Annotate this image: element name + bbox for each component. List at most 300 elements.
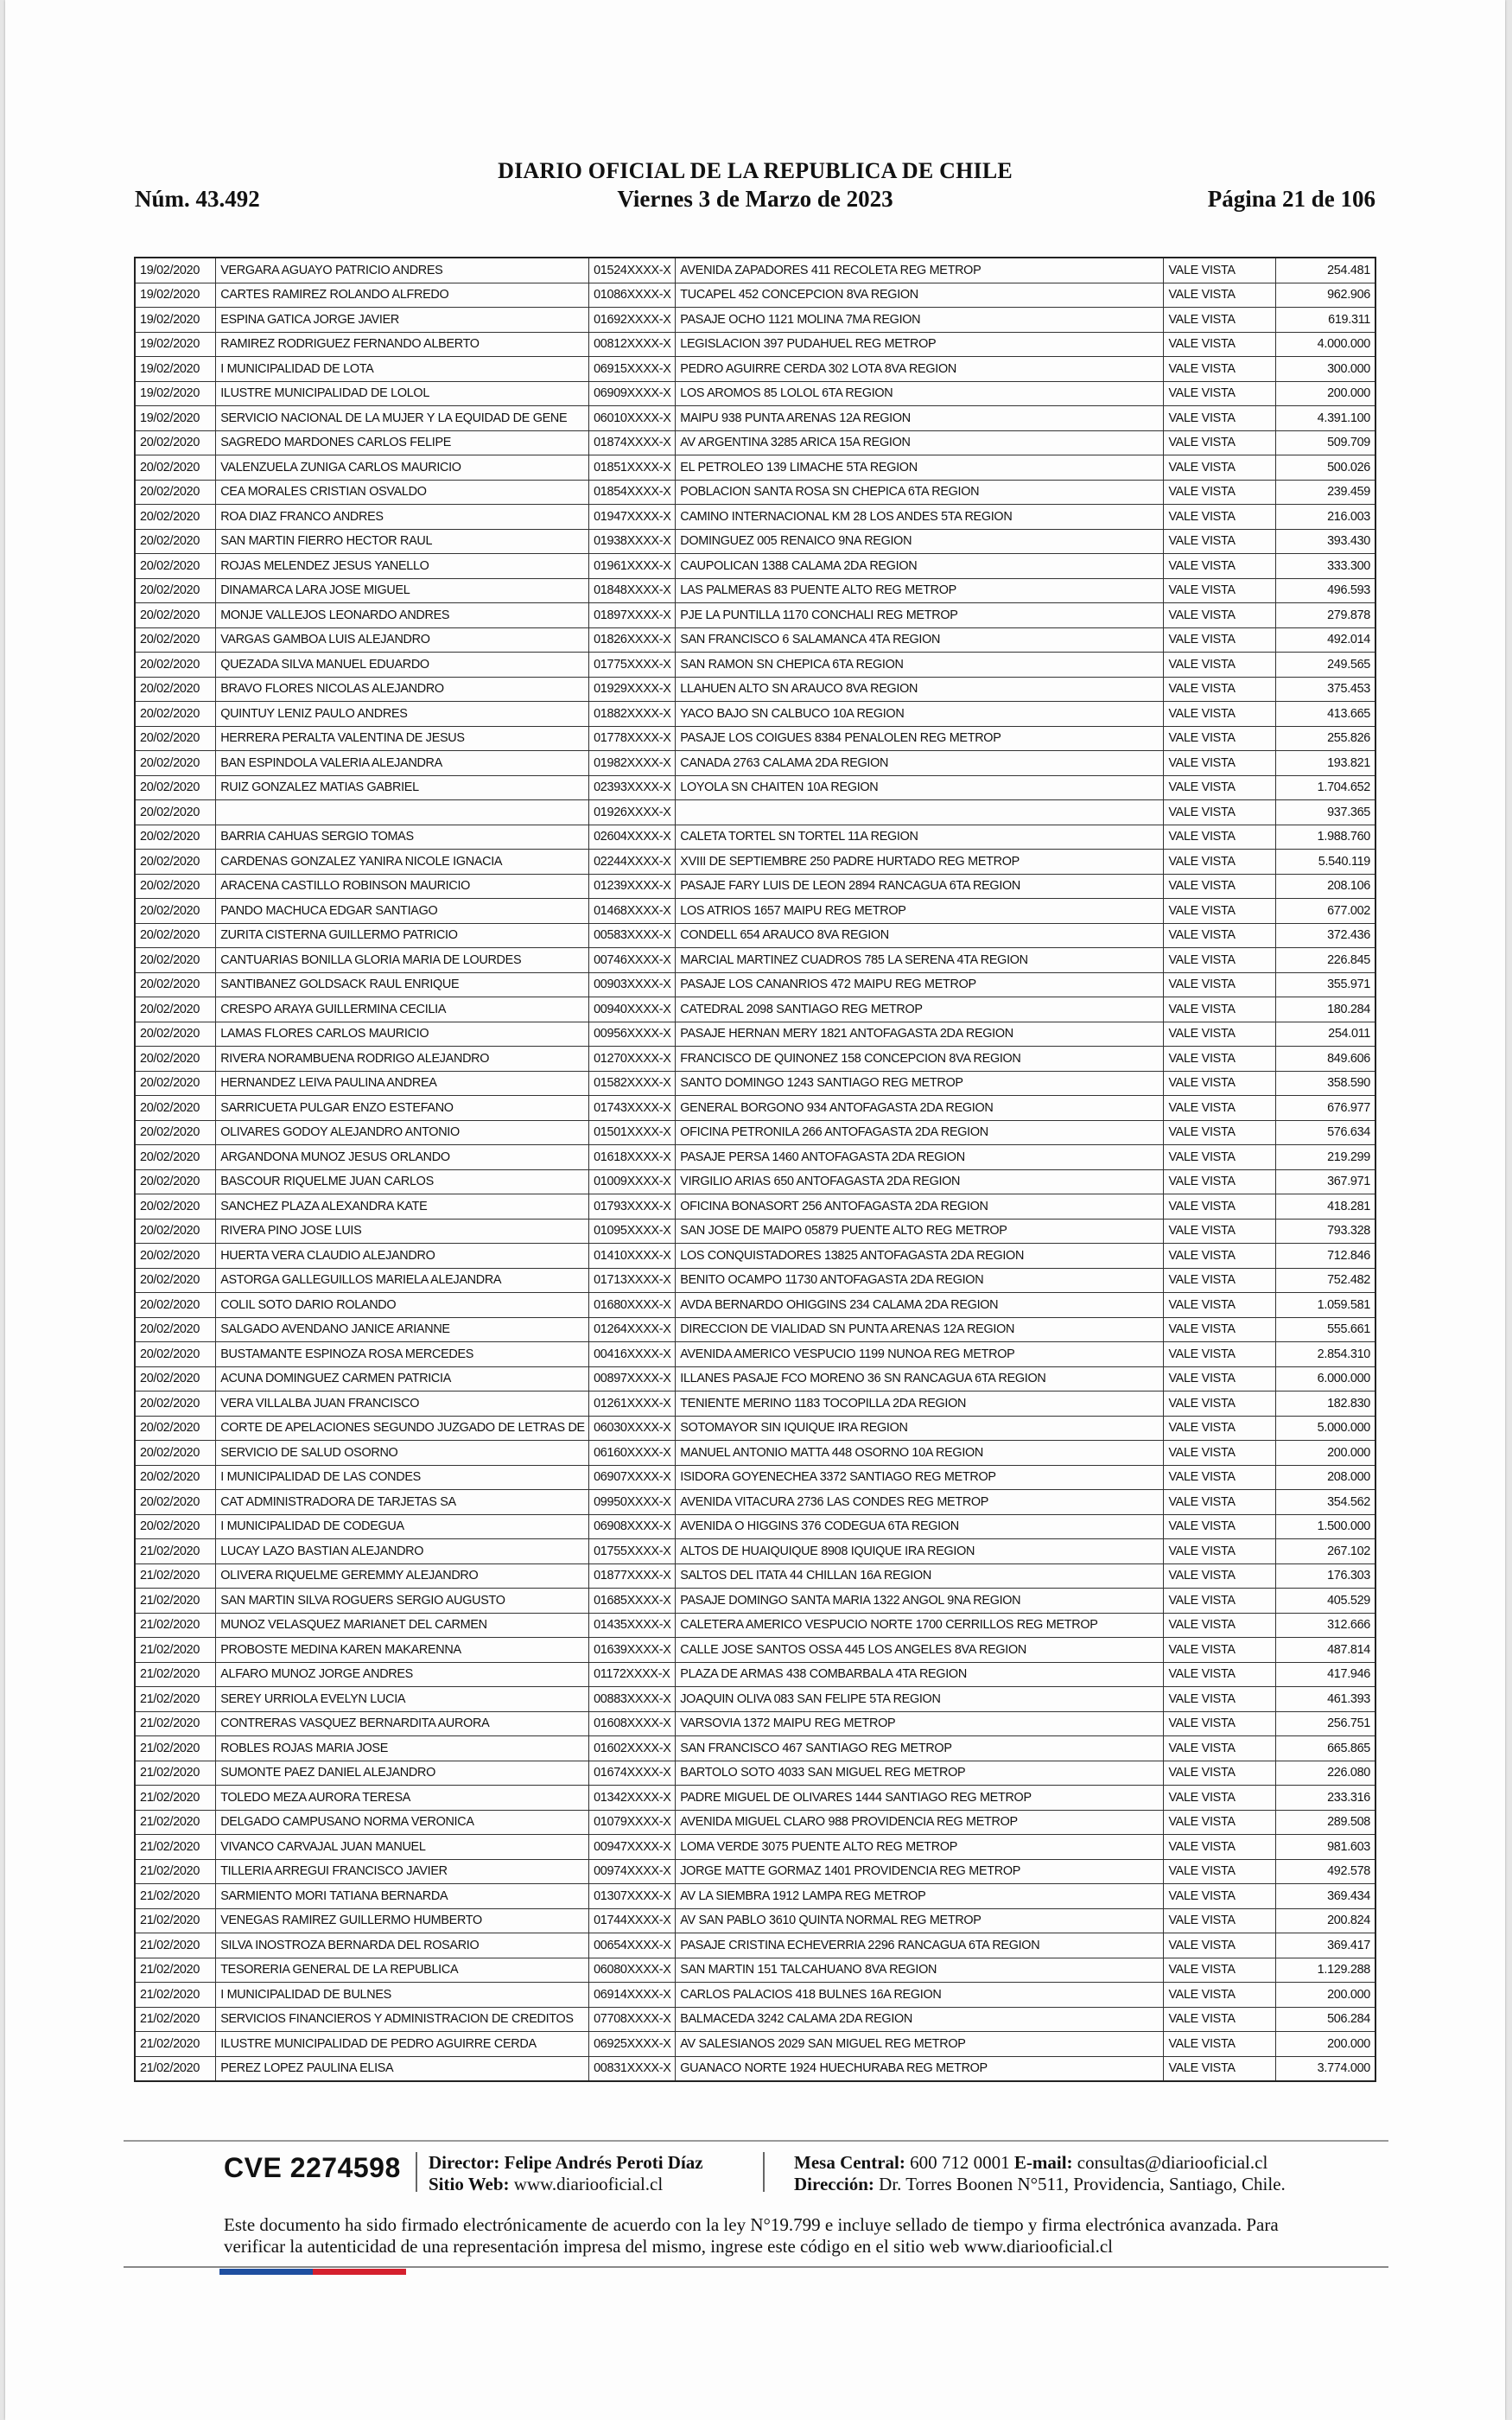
website-line: Sitio Web: www.diariooficial.cl — [429, 2174, 664, 2194]
cell-name: SERVICIO NACIONAL DE LA MUJER Y LA EQUIDAD DE GENE — [216, 406, 589, 431]
cell-date: 21/02/2020 — [135, 1859, 216, 1884]
cell-name: CARDENAS GONZALEZ YANIRA NICOLE IGNACIA — [216, 850, 589, 875]
table-row — [135, 825, 1375, 850]
cell-address: VARSOVIA 1372 MAIPU REG METROP — [676, 1711, 1164, 1736]
cell-rut: 06160XXXX-X — [589, 1441, 676, 1466]
cell-rut: 01854XXXX-X — [589, 480, 676, 505]
cell-amount: 492.014 — [1275, 627, 1375, 653]
cell-payment-type: VALE VISTA — [1164, 1194, 1275, 1220]
cell-address: LLAHUEN ALTO SN ARAUCO 8VA REGION — [676, 677, 1164, 702]
table-row — [135, 2007, 1375, 2032]
cell-payment-type: VALE VISTA — [1164, 578, 1275, 603]
cell-payment-type: VALE VISTA — [1164, 1983, 1275, 2008]
cell-amount: 496.593 — [1275, 578, 1375, 603]
cell-name: ZURITA CISTERNA GUILLERMO PATRICIO — [216, 923, 589, 948]
cell-payment-type: VALE VISTA — [1164, 1096, 1275, 1121]
table-row — [135, 1317, 1375, 1342]
cell-address: JORGE MATTE GORMAZ 1401 PROVIDENCIA REG METROP — [676, 1859, 1164, 1884]
cell-address: MANUEL ANTONIO MATTA 448 OSORNO 10A REGION — [676, 1441, 1164, 1466]
cell-address: PASAJE OCHO 1121 MOLINA 7MA REGION — [676, 308, 1164, 333]
cell-rut: 00416XXXX-X — [589, 1342, 676, 1367]
cell-amount: 752.482 — [1275, 1268, 1375, 1293]
table-row — [135, 1983, 1375, 2008]
cell-date: 21/02/2020 — [135, 1810, 216, 1835]
cell-name: ASTORGA GALLEGUILLOS MARIELA ALEJANDRA — [216, 1268, 589, 1293]
cell-name: ROBLES ROJAS MARIA JOSE — [216, 1736, 589, 1761]
cell-amount: 216.003 — [1275, 505, 1375, 530]
table-row — [135, 1662, 1375, 1687]
cell-date: 21/02/2020 — [135, 2032, 216, 2057]
cell-payment-type: VALE VISTA — [1164, 1293, 1275, 1318]
cell-payment-type: VALE VISTA — [1164, 627, 1275, 653]
cell-name: HUERTA VERA CLAUDIO ALEJANDRO — [216, 1244, 589, 1269]
cell-rut: 01877XXXX-X — [589, 1563, 676, 1589]
table-row — [135, 1096, 1375, 1121]
cell-payment-type: VALE VISTA — [1164, 1736, 1275, 1761]
cell-date: 20/02/2020 — [135, 1441, 216, 1466]
table-row — [135, 1539, 1375, 1564]
cell-name: SANTIBANEZ GOLDSACK RAUL ENRIQUE — [216, 972, 589, 997]
cell-address: PEDRO AGUIRRE CERDA 302 LOTA 8VA REGION — [676, 357, 1164, 382]
cell-date: 20/02/2020 — [135, 948, 216, 973]
cell-rut: 01778XXXX-X — [589, 726, 676, 751]
cell-address: POBLACION SANTA ROSA SN CHEPICA 6TA REGION — [676, 480, 1164, 505]
cell-address: PASAJE FARY LUIS DE LEON 2894 RANCAGUA 6TA REGION — [676, 874, 1164, 899]
cell-date: 20/02/2020 — [135, 850, 216, 875]
cell-amount: 312.666 — [1275, 1613, 1375, 1638]
cell-address: AV ARGENTINA 3285 ARICA 15A REGION — [676, 430, 1164, 455]
cell-rut: 07708XXXX-X — [589, 2007, 676, 2032]
cell-date: 20/02/2020 — [135, 1145, 216, 1170]
cell-name: QUINTUY LENIZ PAULO ANDRES — [216, 702, 589, 727]
cell-date: 20/02/2020 — [135, 1194, 216, 1220]
cell-name: ESPINA GATICA JORGE JAVIER — [216, 308, 589, 333]
cell-name: SEREY URRIOLA EVELYN LUCIA — [216, 1687, 589, 1712]
cell-payment-type: VALE VISTA — [1164, 1589, 1275, 1614]
cell-rut: 00746XXXX-X — [589, 948, 676, 973]
issue-number: Núm. 43.492 — [135, 186, 260, 212]
cell-name: PEREZ LOPEZ PAULINA ELISA — [216, 2056, 589, 2081]
cell-name: DINAMARCA LARA JOSE MIGUEL — [216, 578, 589, 603]
cell-rut: 01307XXXX-X — [589, 1884, 676, 1909]
cell-amount: 677.002 — [1275, 899, 1375, 924]
cell-name: OLIVERA RIQUELME GEREMMY ALEJANDRO — [216, 1563, 589, 1589]
cell-rut: 01239XXXX-X — [589, 874, 676, 899]
cell-address: JOAQUIN OLIVA 083 SAN FELIPE 5TA REGION — [676, 1687, 1164, 1712]
cell-rut: 01897XXXX-X — [589, 603, 676, 628]
cell-payment-type: VALE VISTA — [1164, 2007, 1275, 2032]
table-row — [135, 702, 1375, 727]
cell-address: CATEDRAL 2098 SANTIAGO REG METROP — [676, 997, 1164, 1022]
cell-name: ROJAS MELENDEZ JESUS YANELLO — [216, 554, 589, 579]
cell-rut: 01755XXXX-X — [589, 1539, 676, 1564]
cell-name: ROA DIAZ FRANCO ANDRES — [216, 505, 589, 530]
cell-amount: 665.865 — [1275, 1736, 1375, 1761]
cell-name: CONTRERAS VASQUEZ BERNARDITA AURORA — [216, 1711, 589, 1736]
cell-name: VERGARA AGUAYO PATRICIO ANDRES — [216, 258, 589, 283]
cell-rut: 01848XXXX-X — [589, 578, 676, 603]
document-page — [5, 0, 1505, 2420]
cell-address — [676, 800, 1164, 825]
cell-amount: 239.459 — [1275, 480, 1375, 505]
cell-name: RAMIREZ RODRIGUEZ FERNANDO ALBERTO — [216, 332, 589, 357]
cell-address: VIRGILIO ARIAS 650 ANTOFAGASTA 2DA REGION — [676, 1169, 1164, 1194]
cell-name: SAN MARTIN SILVA ROGUERS SERGIO AUGUSTO — [216, 1589, 589, 1614]
cell-rut: 01435XXXX-X — [589, 1613, 676, 1638]
cell-rut: 01674XXXX-X — [589, 1761, 676, 1786]
cell-payment-type: VALE VISTA — [1164, 1047, 1275, 1072]
cell-address: SAN JOSE DE MAIPO 05879 PUENTE ALTO REG METROP — [676, 1219, 1164, 1244]
cell-amount: 372.436 — [1275, 923, 1375, 948]
cell-rut: 01692XXXX-X — [589, 308, 676, 333]
cell-amount: 413.665 — [1275, 702, 1375, 727]
cell-rut: 06030XXXX-X — [589, 1416, 676, 1441]
cell-date: 21/02/2020 — [135, 1736, 216, 1761]
cell-address: CAMINO INTERNACIONAL KM 28 LOS ANDES 5TA REGION — [676, 505, 1164, 530]
cell-date: 21/02/2020 — [135, 1711, 216, 1736]
cell-amount: 405.529 — [1275, 1589, 1375, 1614]
cell-name: VENEGAS RAMIREZ GUILLERMO HUMBERTO — [216, 1908, 589, 1933]
cell-amount: 3.774.000 — [1275, 2056, 1375, 2081]
cell-date: 20/02/2020 — [135, 1169, 216, 1194]
cell-amount: 254.481 — [1275, 258, 1375, 283]
page-number: Página 21 de 106 — [1207, 186, 1375, 212]
cell-date: 20/02/2020 — [135, 1219, 216, 1244]
cell-rut: 00831XXXX-X — [589, 2056, 676, 2081]
cell-payment-type: VALE VISTA — [1164, 1268, 1275, 1293]
cell-date: 20/02/2020 — [135, 1244, 216, 1269]
cell-address: CALLE JOSE SANTOS OSSA 445 LOS ANGELES 8VA REGION — [676, 1638, 1164, 1663]
cell-rut: 02393XXXX-X — [589, 775, 676, 800]
cell-rut: 01826XXXX-X — [589, 627, 676, 653]
table-row — [135, 1736, 1375, 1761]
cell-payment-type: VALE VISTA — [1164, 1342, 1275, 1367]
cell-name: CAT ADMINISTRADORA DE TARJETAS SA — [216, 1490, 589, 1515]
cell-address: TUCAPEL 452 CONCEPCION 8VA REGION — [676, 283, 1164, 308]
cell-name: DELGADO CAMPUSANO NORMA VERONICA — [216, 1810, 589, 1835]
cell-amount: 233.316 — [1275, 1786, 1375, 1811]
cell-address: DIRECCION DE VIALIDAD SN PUNTA ARENAS 12A REGION — [676, 1317, 1164, 1342]
table-row — [135, 381, 1375, 406]
cell-name: LAMAS FLORES CARLOS MAURICIO — [216, 1022, 589, 1047]
cell-name: TILLERIA ARREGUI FRANCISCO JAVIER — [216, 1859, 589, 1884]
cell-rut: 01961XXXX-X — [589, 554, 676, 579]
cell-address: CALETERA AMERICO VESPUCIO NORTE 1700 CERRILLOS REG METROP — [676, 1613, 1164, 1638]
flag-stripe-blue — [219, 2269, 313, 2275]
cell-payment-type: VALE VISTA — [1164, 1145, 1275, 1170]
cell-address: PASAJE LOS CANANRIOS 472 MAIPU REG METROP — [676, 972, 1164, 997]
cell-date: 20/02/2020 — [135, 1465, 216, 1490]
cell-payment-type: VALE VISTA — [1164, 997, 1275, 1022]
cell-payment-type: VALE VISTA — [1164, 480, 1275, 505]
cell-rut: 01639XXXX-X — [589, 1638, 676, 1663]
cell-date: 20/02/2020 — [135, 1342, 216, 1367]
cell-date: 20/02/2020 — [135, 554, 216, 579]
cell-rut: 06010XXXX-X — [589, 406, 676, 431]
cell-amount: 393.430 — [1275, 529, 1375, 554]
cell-rut: 01079XXXX-X — [589, 1810, 676, 1835]
cell-address: CALETA TORTEL SN TORTEL 11A REGION — [676, 825, 1164, 850]
cell-amount: 289.508 — [1275, 1810, 1375, 1835]
footer-divider-bottom — [124, 2266, 1388, 2268]
cell-address: OFICINA BONASORT 256 ANTOFAGASTA 2DA REGION — [676, 1194, 1164, 1220]
footer-divider-top — [124, 2140, 1388, 2142]
cell-address: MAIPU 938 PUNTA ARENAS 12A REGION — [676, 406, 1164, 431]
cell-date: 21/02/2020 — [135, 1563, 216, 1589]
cell-rut: 06925XXXX-X — [589, 2032, 676, 2057]
cell-address: AVENIDA ZAPADORES 411 RECOLETA REG METROP — [676, 258, 1164, 283]
cell-rut: 06080XXXX-X — [589, 1958, 676, 1983]
cell-payment-type: VALE VISTA — [1164, 775, 1275, 800]
cell-date: 20/02/2020 — [135, 653, 216, 678]
cell-amount: 219.299 — [1275, 1145, 1375, 1170]
cell-amount: 2.854.310 — [1275, 1342, 1375, 1367]
table-row — [135, 406, 1375, 431]
cell-rut: 01982XXXX-X — [589, 751, 676, 776]
cell-payment-type: VALE VISTA — [1164, 800, 1275, 825]
cell-rut: 00903XXXX-X — [589, 972, 676, 997]
cell-payment-type: VALE VISTA — [1164, 923, 1275, 948]
cell-name: RUIZ GONZALEZ MATIAS GABRIEL — [216, 775, 589, 800]
cell-date: 21/02/2020 — [135, 1933, 216, 1958]
cell-amount: 200.000 — [1275, 1983, 1375, 2008]
cell-rut: 00947XXXX-X — [589, 1835, 676, 1860]
newspaper-title: DIARIO OFICIAL DE LA REPUBLICA DE CHILE — [498, 158, 1013, 183]
cell-name: HERNANDEZ LEIVA PAULINA ANDREA — [216, 1071, 589, 1096]
cell-name: ARACENA CASTILLO ROBINSON MAURICIO — [216, 874, 589, 899]
cell-address: TENIENTE MERINO 1183 TOCOPILLA 2DA REGION — [676, 1392, 1164, 1417]
cell-payment-type: VALE VISTA — [1164, 1711, 1275, 1736]
email-link[interactable]: consultas@diariooficial.cl — [1077, 2152, 1268, 2173]
cell-date: 20/02/2020 — [135, 1268, 216, 1293]
cell-rut: 06915XXXX-X — [589, 357, 676, 382]
cell-payment-type: VALE VISTA — [1164, 1859, 1275, 1884]
table-row — [135, 2032, 1375, 2057]
cell-amount: 255.826 — [1275, 726, 1375, 751]
cell-address: GUANACO NORTE 1924 HUECHURABA REG METROP — [676, 2056, 1164, 2081]
cell-address: LOYOLA SN CHAITEN 10A REGION — [676, 775, 1164, 800]
cell-rut: 02244XXXX-X — [589, 850, 676, 875]
cell-date: 20/02/2020 — [135, 1047, 216, 1072]
cell-rut: 01947XXXX-X — [589, 505, 676, 530]
cell-address: AV SALESIANOS 2029 SAN MIGUEL REG METROP — [676, 2032, 1164, 2057]
cell-payment-type: VALE VISTA — [1164, 1416, 1275, 1441]
cell-rut: 01264XXXX-X — [589, 1317, 676, 1342]
cell-date: 20/02/2020 — [135, 505, 216, 530]
table-row — [135, 1687, 1375, 1712]
cell-address: PASAJE CRISTINA ECHEVERRIA 2296 RANCAGUA 6TA REGION — [676, 1933, 1164, 1958]
cell-name: ILUSTRE MUNICIPALIDAD DE LOLOL — [216, 381, 589, 406]
cell-rut: 01744XXXX-X — [589, 1908, 676, 1933]
cell-name: OLIVARES GODOY ALEJANDRO ANTONIO — [216, 1120, 589, 1145]
cell-name: LUCAY LAZO BASTIAN ALEJANDRO — [216, 1539, 589, 1564]
cell-payment-type: VALE VISTA — [1164, 948, 1275, 973]
cell-name: I MUNICIPALIDAD DE LAS CONDES — [216, 1465, 589, 1490]
flag-stripe-red — [313, 2269, 406, 2275]
table-row — [135, 997, 1375, 1022]
cell-address: AV SAN PABLO 3610 QUINTA NORMAL REG METROP — [676, 1908, 1164, 1933]
cell-name: ALFARO MUNOZ JORGE ANDRES — [216, 1662, 589, 1687]
cell-address: AV LA SIEMBRA 1912 LAMPA REG METROP — [676, 1884, 1164, 1909]
cell-address: FRANCISCO DE QUINONEZ 158 CONCEPCION 8VA REGION — [676, 1047, 1164, 1072]
cell-rut: 09950XXXX-X — [589, 1490, 676, 1515]
cell-name: ACUNA DOMINGUEZ CARMEN PATRICIA — [216, 1366, 589, 1392]
footer-separator-2 — [763, 2152, 765, 2192]
table-row — [135, 899, 1375, 924]
cell-name: ILUSTRE MUNICIPALIDAD DE PEDRO AGUIRRE CERDA — [216, 2032, 589, 2057]
table-row — [135, 1022, 1375, 1047]
records-table — [134, 257, 1376, 2082]
cell-amount: 418.281 — [1275, 1194, 1375, 1220]
cell-amount: 180.284 — [1275, 997, 1375, 1022]
address-line: Dirección: Dr. Torres Boonen N°511, Providencia, Santiago, Chile. — [794, 2174, 1286, 2194]
cell-amount: 5.540.119 — [1275, 850, 1375, 875]
table-row — [135, 603, 1375, 628]
cell-payment-type: VALE VISTA — [1164, 603, 1275, 628]
table-row — [135, 1441, 1375, 1466]
table-row — [135, 677, 1375, 702]
cell-payment-type: VALE VISTA — [1164, 1810, 1275, 1835]
cell-name: I MUNICIPALIDAD DE LOTA — [216, 357, 589, 382]
table-row — [135, 332, 1375, 357]
cell-address: BALMACEDA 3242 CALAMA 2DA REGION — [676, 2007, 1164, 2032]
cell-rut: 00940XXXX-X — [589, 997, 676, 1022]
cell-address: AVENIDA VITACURA 2736 LAS CONDES REG METROP — [676, 1490, 1164, 1515]
cell-payment-type: VALE VISTA — [1164, 1761, 1275, 1786]
cell-rut: 01874XXXX-X — [589, 430, 676, 455]
cell-date: 20/02/2020 — [135, 775, 216, 800]
cell-amount: 555.661 — [1275, 1317, 1375, 1342]
cell-name: SERVICIO DE SALUD OSORNO — [216, 1441, 589, 1466]
cell-date: 20/02/2020 — [135, 923, 216, 948]
cell-rut: 06908XXXX-X — [589, 1514, 676, 1539]
cell-address: AVDA BERNARDO OHIGGINS 234 CALAMA 2DA REGION — [676, 1293, 1164, 1318]
cell-amount: 176.303 — [1275, 1563, 1375, 1589]
cell-name: BUSTAMANTE ESPINOZA ROSA MERCEDES — [216, 1342, 589, 1367]
cell-payment-type: VALE VISTA — [1164, 850, 1275, 875]
cell-rut: 01501XXXX-X — [589, 1120, 676, 1145]
cell-date: 20/02/2020 — [135, 751, 216, 776]
cell-payment-type: VALE VISTA — [1164, 332, 1275, 357]
cell-payment-type: VALE VISTA — [1164, 1662, 1275, 1687]
cell-date: 20/02/2020 — [135, 1392, 216, 1417]
cell-name: PANDO MACHUCA EDGAR SANTIAGO — [216, 899, 589, 924]
table-row — [135, 455, 1375, 481]
cell-rut: 06914XXXX-X — [589, 1983, 676, 2008]
cell-amount: 200.000 — [1275, 2032, 1375, 2057]
cell-name: COLIL SOTO DARIO ROLANDO — [216, 1293, 589, 1318]
cell-address: AVENIDA AMERICO VESPUCIO 1199 NUNOA REG METROP — [676, 1342, 1164, 1367]
cell-name: SANCHEZ PLAZA ALEXANDRA KATE — [216, 1194, 589, 1220]
cell-payment-type: VALE VISTA — [1164, 308, 1275, 333]
cell-rut: 01410XXXX-X — [589, 1244, 676, 1269]
cell-address: LEGISLACION 397 PUDAHUEL REG METROP — [676, 332, 1164, 357]
cell-amount: 208.106 — [1275, 874, 1375, 899]
table-row — [135, 923, 1375, 948]
cell-date: 21/02/2020 — [135, 1613, 216, 1638]
cell-payment-type: VALE VISTA — [1164, 1219, 1275, 1244]
table-row — [135, 1884, 1375, 1909]
cell-address: OFICINA PETRONILA 266 ANTOFAGASTA 2DA REGION — [676, 1120, 1164, 1145]
cell-address: SANTO DOMINGO 1243 SANTIAGO REG METROP — [676, 1071, 1164, 1096]
cell-address: PLAZA DE ARMAS 438 COMBARBALA 4TA REGION — [676, 1662, 1164, 1687]
cell-amount: 279.878 — [1275, 603, 1375, 628]
cell-payment-type: VALE VISTA — [1164, 1465, 1275, 1490]
cell-amount: 367.971 — [1275, 1169, 1375, 1194]
cell-amount: 981.603 — [1275, 1835, 1375, 1860]
cell-payment-type: VALE VISTA — [1164, 505, 1275, 530]
cell-rut: 01713XXXX-X — [589, 1268, 676, 1293]
cell-amount: 4.391.100 — [1275, 406, 1375, 431]
cell-date: 20/02/2020 — [135, 1514, 216, 1539]
cell-date: 19/02/2020 — [135, 332, 216, 357]
cell-payment-type: VALE VISTA — [1164, 1958, 1275, 1983]
cell-amount: 193.821 — [1275, 751, 1375, 776]
cell-payment-type: VALE VISTA — [1164, 1244, 1275, 1269]
table-row — [135, 578, 1375, 603]
cell-amount: 576.634 — [1275, 1120, 1375, 1145]
table-row — [135, 1120, 1375, 1145]
cell-amount: 354.562 — [1275, 1490, 1375, 1515]
cell-payment-type: VALE VISTA — [1164, 554, 1275, 579]
cell-payment-type: VALE VISTA — [1164, 972, 1275, 997]
cell-address: SOTOMAYOR SIN IQUIQUE IRA REGION — [676, 1416, 1164, 1441]
cell-payment-type: VALE VISTA — [1164, 2032, 1275, 2057]
cell-amount: 500.026 — [1275, 455, 1375, 481]
header-center — [135, 158, 1375, 213]
cell-amount: 182.830 — [1275, 1392, 1375, 1417]
cell-amount: 962.906 — [1275, 283, 1375, 308]
cell-date: 20/02/2020 — [135, 603, 216, 628]
cell-date: 20/02/2020 — [135, 1096, 216, 1121]
cell-date: 20/02/2020 — [135, 627, 216, 653]
cell-rut: 01851XXXX-X — [589, 455, 676, 481]
table-row — [135, 653, 1375, 678]
cell-date: 20/02/2020 — [135, 480, 216, 505]
cell-payment-type: VALE VISTA — [1164, 381, 1275, 406]
cell-date: 20/02/2020 — [135, 1317, 216, 1342]
cell-date: 20/02/2020 — [135, 874, 216, 899]
table-row — [135, 627, 1375, 653]
cve-code: CVE 2274598 — [224, 2152, 401, 2183]
footer-separator-1 — [416, 2152, 417, 2192]
cell-address: EL PETROLEO 139 LIMACHE 5TA REGION — [676, 455, 1164, 481]
cell-rut: 01608XXXX-X — [589, 1711, 676, 1736]
cell-date: 19/02/2020 — [135, 283, 216, 308]
issue-date: Viernes 3 de Marzo de 2023 — [617, 186, 893, 212]
cell-payment-type: VALE VISTA — [1164, 702, 1275, 727]
cell-address: LOS ATRIOS 1657 MAIPU REG METROP — [676, 899, 1164, 924]
website-link[interactable]: www.diariooficial.cl — [513, 2174, 664, 2194]
table-row — [135, 1786, 1375, 1811]
table-row — [135, 850, 1375, 875]
table-row — [135, 1071, 1375, 1096]
cell-name: SARRICUETA PULGAR ENZO ESTEFANO — [216, 1096, 589, 1121]
table-row — [135, 726, 1375, 751]
cell-address: ALTOS DE HUAIQUIQUE 8908 IQUIQUE IRA REGION — [676, 1539, 1164, 1564]
cell-date: 21/02/2020 — [135, 2056, 216, 2081]
cell-address: PASAJE HERNAN MERY 1821 ANTOFAGASTA 2DA REGION — [676, 1022, 1164, 1047]
cell-payment-type: VALE VISTA — [1164, 1786, 1275, 1811]
cell-payment-type: VALE VISTA — [1164, 1490, 1275, 1515]
cell-amount: 417.946 — [1275, 1662, 1375, 1687]
cell-name: SILVA INOSTROZA BERNARDA DEL ROSARIO — [216, 1933, 589, 1958]
table-row — [135, 1490, 1375, 1515]
cell-payment-type: VALE VISTA — [1164, 1169, 1275, 1194]
cell-rut: 01602XXXX-X — [589, 1736, 676, 1761]
cell-date: 20/02/2020 — [135, 825, 216, 850]
table-row — [135, 1711, 1375, 1736]
